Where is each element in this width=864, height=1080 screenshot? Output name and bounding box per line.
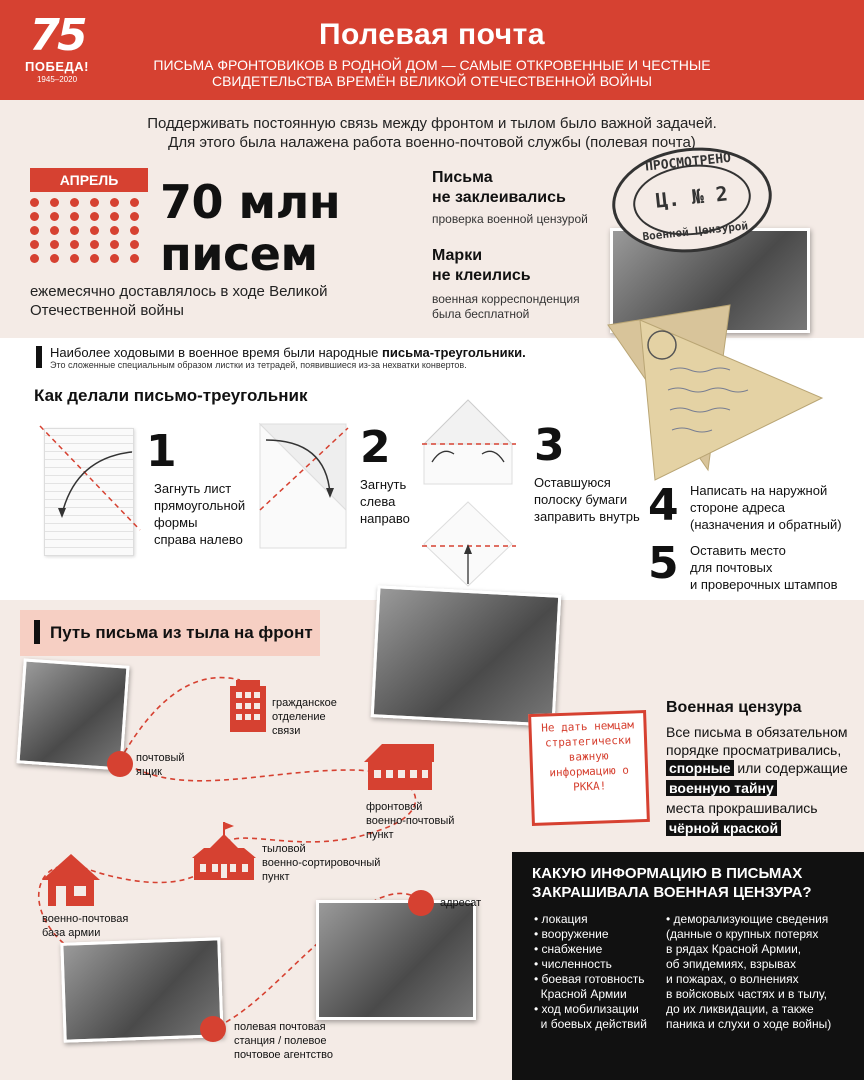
fact-1-text: проверка военной цензурой <box>432 212 588 226</box>
step-3-line: полоску бумаги <box>534 492 628 507</box>
censorship-text <box>666 723 856 837</box>
step-4-number: 4 <box>648 480 679 531</box>
step-4-line: (назначения и обратный) <box>690 517 842 532</box>
stat-number-value: 70 млн <box>160 175 341 229</box>
step-5-text <box>690 542 838 593</box>
calendar-day-dot <box>90 226 99 235</box>
fact-2-title-line-1: Марки <box>432 247 483 264</box>
step-2-line: Загнуть <box>360 477 407 492</box>
triangle-intro <box>50 345 526 361</box>
node-label-line: гражданское <box>272 697 337 709</box>
step-5-line: для почтовых <box>690 560 773 575</box>
fact-2-text-line-1: военная корреспонденция <box>432 292 580 306</box>
logo-word: ПОБЕДА! <box>25 59 89 74</box>
intro-line-2: Для этого была налажена работа военно-почтовой службы (полевая почта) <box>168 134 696 151</box>
node-label-recipient: адресат <box>440 897 482 909</box>
node-label-field-station <box>234 1020 333 1062</box>
calendar-day-dot <box>30 212 39 221</box>
calendar-day-dot <box>90 198 99 207</box>
censorship-line: Все письма в обязательном <box>666 724 848 740</box>
node-label-line: тыловой <box>262 843 306 855</box>
step-5-line: и проверочных штампов <box>690 577 838 592</box>
calendar-day-dot <box>110 212 119 221</box>
calendar-day-dot <box>30 226 39 235</box>
stat-caption: ежемесячно доставлялось в ходе Великой Отечественной войны <box>30 283 328 319</box>
route-node-mailbox <box>107 751 133 777</box>
node-label-army-base <box>42 912 128 940</box>
censorship-line-part: или содержащие <box>733 760 848 776</box>
censorship-note-card: Не дать немцам стратегически важную информацию о РККА! <box>528 710 650 826</box>
header <box>0 0 864 100</box>
recipient-soldiers-photo <box>316 900 476 1020</box>
calendar-day-dot <box>70 226 79 235</box>
calendar-day-dot <box>90 212 99 221</box>
info-item: • численность <box>534 957 612 971</box>
intro-line-1: Поддерживать постоянную связь между фронтом и тылом было важной задачей. <box>147 115 717 132</box>
node-label-line: почтовый <box>136 752 185 764</box>
stamp-top-text: ПРОСМОТРЕНО <box>644 150 732 175</box>
stamp-middle-text: Ц. № 2 <box>654 181 729 213</box>
censorship-title: Военная цензура <box>666 699 802 716</box>
info-item: паника и слухи о ходе войны) <box>666 1017 832 1031</box>
logo-years: 1945–2020 <box>36 75 78 84</box>
calendar-day-dot <box>50 240 59 249</box>
logo-number: 75 <box>29 10 85 61</box>
step-2-line: слева <box>360 494 396 509</box>
fact-1-title <box>432 168 566 208</box>
node-label-line: почтовое агентство <box>234 1049 333 1061</box>
calendar-day-dot <box>30 240 39 249</box>
info-item: • локация <box>534 912 588 926</box>
step-2-fold-diagram <box>256 420 356 552</box>
fact-1-title-line-1: Письма <box>432 169 493 186</box>
info-item: в рядах Красной Армии, <box>666 942 802 956</box>
calendar-day-dot <box>90 240 99 249</box>
node-label-line: военно-сортировочный <box>262 857 381 869</box>
censored-info-box <box>512 852 864 1080</box>
node-label-line: военно-почтовый <box>366 815 455 827</box>
node-label-sorting-point <box>262 842 380 884</box>
step-2-number: 2 <box>360 422 391 473</box>
censorship-line <box>666 819 856 837</box>
node-label-line: станция / полевое <box>234 1035 327 1047</box>
calendar-day-dot <box>50 254 59 263</box>
step-5-line: Оставить место <box>690 543 786 558</box>
front-post-house-icon <box>362 740 436 792</box>
info-item: в войсковых частях и в тылу, <box>666 987 827 1001</box>
page-subtitle: ПИСЬМА ФРОНТОВИКОВ В РОДНОЙ ДОМ — САМЫЕ ОТКРОВЕННЫЕ И ЧЕСТНЫЕ СВИДЕТЕЛЬСТВА ВРЕМЁН ВЕЛИКОЙ ОТЕЧЕСТВЕННОЙ ВОЙНЫ <box>153 57 711 89</box>
army-base-house-icon <box>40 852 102 908</box>
step-4-line: стороне адреса <box>690 500 786 515</box>
triangle-letter-front <box>640 320 822 480</box>
node-label-line: пункт <box>366 829 394 841</box>
calendar-day-dot <box>30 254 39 263</box>
triangle-intro-small: Это сложенные специальным образом листки из тетрадей, появившиеся из-за нехватки конвертов. <box>50 360 467 370</box>
censorship-line: порядке просматривались, <box>666 742 842 758</box>
censorship-line: места прокрашивались <box>666 800 818 816</box>
info-item: • боевая готовность <box>534 972 645 986</box>
node-label-line: фронтовой <box>366 801 423 813</box>
node-label-line: отделение <box>272 711 326 723</box>
office-building-icon <box>228 680 268 732</box>
node-label-civil-office <box>272 696 337 738</box>
node-label-line: пункт <box>262 871 290 883</box>
info-item: и боевых действий <box>534 1017 647 1031</box>
calendar-day-dot <box>110 226 119 235</box>
calendar-day-dot <box>50 198 59 207</box>
node-label-line: военно-почтовая <box>42 913 129 925</box>
node-label-line: полевая почтовая <box>234 1021 326 1033</box>
censorship-line <box>666 759 856 777</box>
calendar-day-dot <box>110 198 119 207</box>
step-2-text <box>360 476 410 527</box>
step-5-number: 5 <box>648 538 679 589</box>
calendar-day-dot <box>130 198 139 207</box>
info-item: и пожарах, о волнениях <box>666 972 799 986</box>
fact-2-title <box>432 246 531 286</box>
calendar-month-label: АПРЕЛЬ <box>30 168 148 192</box>
stamp-bottom-text: Военной Цензурой <box>641 219 749 244</box>
node-label-line: ящик <box>136 766 162 778</box>
how-to-title: Как делали письмо-треугольник <box>34 386 308 405</box>
fact-2-title-line-2: не клеились <box>432 267 531 284</box>
fact-1-title-line-2: не заклеивались <box>432 189 566 206</box>
path-marker-bar <box>34 620 40 644</box>
info-item: (данные о крупных потерях <box>666 927 819 941</box>
step-3-line: заправить внутрь <box>534 509 640 524</box>
info-item: • деморализующие сведения <box>666 912 829 926</box>
calendar-day-dot <box>70 212 79 221</box>
highlight-military-secret: военную тайну <box>666 780 777 796</box>
highlight-black-paint: чёрной краской <box>666 820 781 836</box>
calendar-day-dot <box>110 240 119 249</box>
stat-number <box>160 176 340 280</box>
calendar-day-dot <box>110 254 119 263</box>
info-list-right <box>666 912 831 1032</box>
sorting-point-building-icon <box>190 822 258 882</box>
info-item: • снабжение <box>534 942 603 956</box>
step-2-line: направо <box>360 511 410 526</box>
info-item: до их ликвидации, а также <box>666 1002 814 1016</box>
step-3-text <box>534 474 640 525</box>
triangle-marker-bar <box>36 346 42 368</box>
intro-text <box>60 114 804 152</box>
info-item: об эпидемиях, взрывах <box>666 957 796 971</box>
info-list-left <box>534 912 647 1032</box>
stat-number-unit: писем <box>160 227 318 281</box>
calendar-day-dot <box>70 198 79 207</box>
step-3-number: 3 <box>534 420 565 471</box>
calendar-day-dot <box>130 226 139 235</box>
step-1-line: справа налево <box>154 532 243 547</box>
info-box-title: КАКУЮ ИНФОРМАЦИЮ В ПИСЬМАХ ЗАКРАШИВАЛА ВОЕННАЯ ЦЕНЗУРА? <box>532 865 812 901</box>
step-3-fold-diagram <box>418 398 520 588</box>
censorship-line <box>666 779 856 797</box>
route-node-recipient <box>408 890 434 916</box>
calendar-day-dot <box>130 240 139 249</box>
step-4-text <box>690 482 842 533</box>
path-title: Путь письма из тыла на фронт <box>50 623 313 642</box>
node-label-line: база армии <box>42 927 101 939</box>
step-1-line: Загнуть лист <box>154 481 232 496</box>
triangle-intro-plain: Наиболее ходовыми в военное время были народные <box>50 345 383 360</box>
fact-2-text-line-2: была бесплатной <box>432 307 530 321</box>
node-label-front-post <box>366 800 454 842</box>
info-item: • вооружение <box>534 927 609 941</box>
soldiers-with-letters-photo <box>371 585 562 726</box>
step-4-line: Написать на наружной <box>690 483 828 498</box>
calendar-day-dot <box>130 254 139 263</box>
step-1-line: прямоугольной <box>154 498 246 513</box>
step-1-text <box>154 480 245 548</box>
calendar-day-dot <box>130 212 139 221</box>
step-1-fold-diagram <box>36 418 146 558</box>
triangle-intro-bold: письма-треугольники. <box>382 345 526 360</box>
highlight-disputed: спорные <box>666 760 734 776</box>
calendar-day-dot <box>30 198 39 207</box>
node-label-mailbox <box>136 751 185 779</box>
triangle-letters-illustration <box>590 300 840 490</box>
calendar-day-dot <box>70 254 79 263</box>
calendar-day-dot <box>90 254 99 263</box>
calendar-day-dot <box>50 212 59 221</box>
fact-2-text <box>432 292 580 322</box>
page-title: Полевая почта <box>318 18 546 51</box>
calendar-day-dot <box>50 226 59 235</box>
info-item: • ход мобилизации <box>534 1002 639 1016</box>
calendar-day-dot <box>70 240 79 249</box>
step-3-line: Оставшуюся <box>534 475 611 490</box>
node-label-line: связи <box>272 725 301 737</box>
step-1-line: формы <box>154 515 198 530</box>
route-node-field-station <box>200 1016 226 1042</box>
info-item: Красной Армии <box>534 987 627 1001</box>
step-1-number: 1 <box>146 426 177 477</box>
